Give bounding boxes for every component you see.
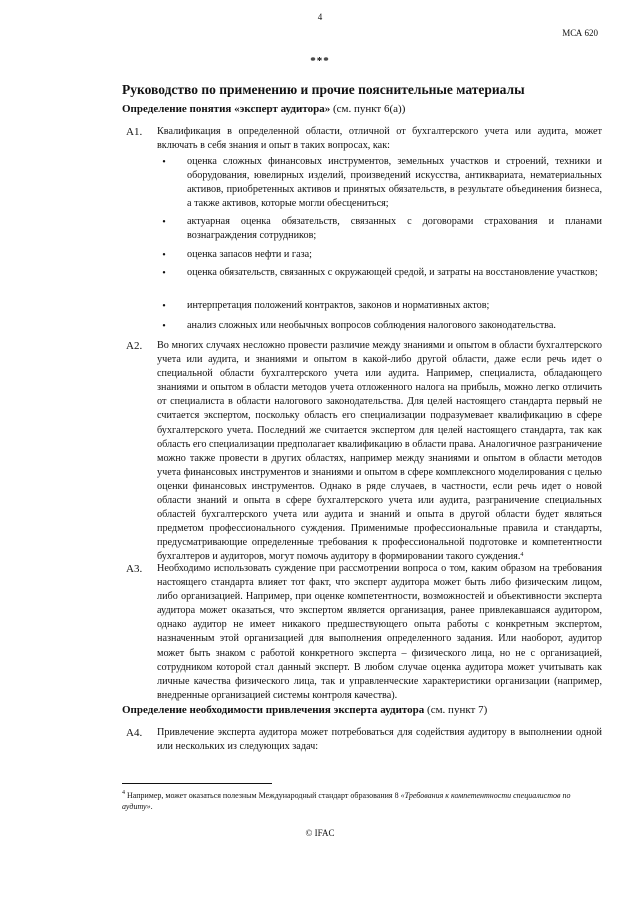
footnote-end: . bbox=[150, 802, 153, 811]
footnote-number: 4 bbox=[122, 790, 125, 796]
section-heading-text: Определение понятия «эксперт аудитора» bbox=[122, 103, 331, 115]
footnote-title: «Требования к компетентности специалистов по аудиту» bbox=[122, 791, 571, 811]
paragraph-a4: Привлечение эксперта аудитора может потребоваться для содействия аудитору в выполнении одной или нескольких из следующих задач: bbox=[157, 727, 602, 753]
bullet-marker: • bbox=[162, 321, 166, 332]
paragraph-a3: Необходимо использовать суждение при рассмотрении вопроса о том, каким образом на требования настоящего стандарта влияет тот факт, что эксперт аудитора может быть либо физическим лицом, либо организацией. Например, при оценке компетентности, возможностей и объективности эксперта аудитора может оказаться, что экспертом является организация, ранее привлекавшаяся аудитором, однако аудитор не имеет никакого предшествующего опыта работы с конкретным экспертом, назначенным этой организацией для выполнения определенного задания. Или наоборот, аудитор может быть знаком с работой конкретного эксперта – физического лица, но не с организацией, сотрудником которой стал данный эксперт. В любом случае оценка аудитора может учитывать как личные качества физического лица, так и управленческие характеристики организации (например, внедренные организацией системы контроля качества). bbox=[157, 563, 602, 701]
section-separator: *** bbox=[310, 55, 330, 67]
document-code: МСА 620 bbox=[562, 28, 598, 38]
footnote bbox=[122, 790, 602, 812]
section-heading-text: Определение необходимости привлечения эксперта аудитора bbox=[122, 704, 425, 716]
paragraph-label-a2: A2. bbox=[126, 340, 143, 352]
section-heading-reference: (см. пункт 6(a)) bbox=[330, 103, 406, 115]
paragraph-a2 bbox=[157, 339, 602, 565]
section-heading-expert-definition bbox=[122, 103, 405, 115]
footnote-text: Например, может оказаться полезным Международный стандарт образования 8 bbox=[125, 791, 401, 800]
page-title: Руководство по применению и прочие пояснительные материалы bbox=[122, 82, 525, 97]
page-number: 4 bbox=[317, 12, 323, 22]
list-item: актуарная оценка обязательств, связанных с договорами страхования и планами вознаграждения сотрудников; bbox=[187, 216, 602, 242]
page-footer: © IFAC bbox=[305, 828, 335, 838]
paragraph-a1: Квалификация в определенной области, отличной от бухгалтерского учета или аудита, может включать в себя знания и опыт в таких вопросах, как: bbox=[157, 126, 602, 152]
bullet-marker: • bbox=[162, 250, 166, 261]
footnote-reference: 4 bbox=[520, 552, 524, 559]
list-item: интерпретация положений контрактов, законов и нормативных актов; bbox=[187, 300, 490, 311]
footnote-divider bbox=[122, 783, 272, 784]
list-item: оценка сложных финансовых инструментов, земельных участков и строений, техники и оборудования, ювелирных изделий, произведений искусства, антиквариата, нематериальных активов, приобретенных активов и принятых обязательств, в результате объединения бизнеса, а также активов, которые могли обесцениться; bbox=[187, 156, 602, 210]
paragraph-label-a1: A1. bbox=[126, 126, 143, 138]
paragraph-a2-text: Во многих случаях несложно провести различие между знаниями и опытом в области бухгалтерского учета или аудита, и знаниями и опытом в какой-либо другой области, даже если речь идет о специальной области бухгалтерского учета или аудита. Например, специалиста, обладающего знаниями и опытом в области методов учета отложенного налога на прибыль, можно легко отличить от специалиста в области налогового законодательства. Для целей настоящего стандарта первый не считается экспертом, поскольку область его специализации подразумевает квалификацию в сфере бухгалтерского учета. Последний же считается экспертом для целей настоящего стандарта, так как область его специализации предполагает квалификацию в области права. Аналогичное разграничение можно также провести в других областях, например между знаниями и опытом в области методов учета финансовых инструментов и знаниями и опытом в сфере комплексного моделирования с целью оценки финансовых инструментов. Однако в ряде случаев, в частности, если речь идет о новой области знаний и опыта в сфере бухгалтерского учета или аудита, разграничение специальных областей бухгалтерского учета или аудита и знаний и опыта в другой области будет являться предметом профессионального суждения. Применимые профессиональные правила и стандарты, предусматривающие определенные требования к профессиональной подготовке и компетентности бухгалтеров и аудиторов, могут помочь аудитору в формировании такого суждения. bbox=[157, 340, 602, 563]
section-heading-expert-need bbox=[122, 704, 487, 716]
paragraph-label-a3: A3. bbox=[126, 563, 143, 575]
list-item: анализ сложных или необычных вопросов соблюдения налогового законодательства. bbox=[187, 320, 556, 331]
bullet-marker: • bbox=[162, 217, 166, 228]
bullet-marker: • bbox=[162, 301, 166, 312]
list-item: оценка запасов нефти и газа; bbox=[187, 249, 312, 260]
bullet-marker: • bbox=[162, 157, 166, 168]
list-item: оценка обязательств, связанных с окружающей средой, и затраты на восстановление участков; bbox=[187, 267, 598, 278]
bullet-marker: • bbox=[162, 268, 166, 279]
section-heading-reference: (см. пункт 7) bbox=[424, 704, 488, 716]
paragraph-label-a4: A4. bbox=[126, 727, 143, 739]
